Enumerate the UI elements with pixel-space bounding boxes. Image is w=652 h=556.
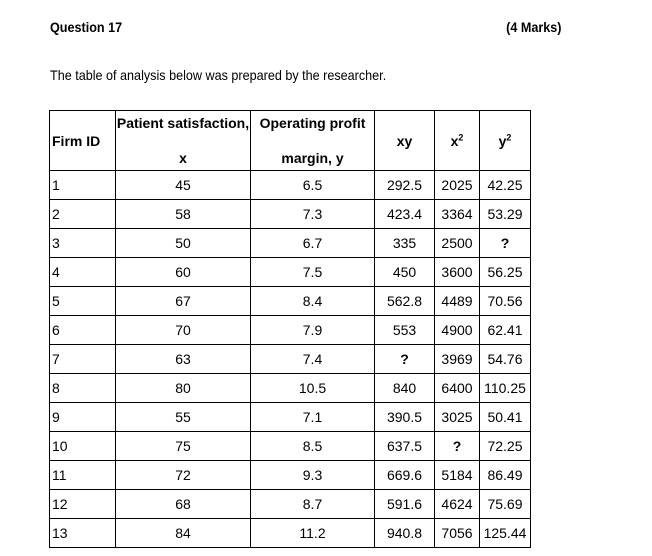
table-row — [50, 287, 531, 316]
cell-firm-id: 13 — [50, 519, 116, 548]
cell-y-squared: 70.56 — [480, 287, 531, 316]
cell-x: 72 — [116, 461, 251, 490]
cell-x-squared: 3969 — [435, 345, 480, 374]
cell-x: 55 — [116, 403, 251, 432]
cell-x: 80 — [116, 374, 251, 403]
header-y-line1: Operating profit — [259, 115, 366, 131]
cell-x-squared: 4624 — [435, 490, 480, 519]
header-x2-exponent: 2 — [458, 131, 464, 142]
table-row — [50, 461, 531, 490]
cell-y-squared: 42.25 — [480, 171, 531, 200]
header-y2-exponent: 2 — [506, 131, 512, 142]
cell-y: 7.5 — [251, 258, 375, 287]
question-intro: The table of analysis below was prepared by the researcher. — [50, 67, 387, 83]
cell-y: 8.4 — [251, 287, 375, 316]
cell-xy: 940.8 — [375, 519, 435, 548]
header-x-squared — [435, 111, 480, 171]
cell-firm-id: 6 — [50, 316, 116, 345]
cell-x: 67 — [116, 287, 251, 316]
header-y-squared — [480, 111, 531, 171]
cell-y: 7.9 — [251, 316, 375, 345]
table-row — [50, 519, 531, 548]
cell-y-squared: 54.76 — [480, 345, 531, 374]
table-row — [50, 171, 531, 200]
analysis-table — [49, 110, 531, 548]
cell-firm-id: 11 — [50, 461, 116, 490]
table-row — [50, 316, 531, 345]
cell-xy: 292.5 — [375, 171, 435, 200]
cell-y-squared: 86.49 — [480, 461, 531, 490]
cell-xy: 562.8 — [375, 287, 435, 316]
table-header-row — [50, 111, 531, 171]
table-row — [50, 374, 531, 403]
cell-x-squared: 5184 — [435, 461, 480, 490]
cell-y-squared: 75.69 — [480, 490, 531, 519]
cell-x: 45 — [116, 171, 251, 200]
cell-x-squared: 6400 — [435, 374, 480, 403]
cell-xy: 423.4 — [375, 200, 435, 229]
header-patient-satisfaction — [116, 111, 251, 171]
cell-x-squared: 3364 — [435, 200, 480, 229]
cell-x-squared: 3025 — [435, 403, 480, 432]
cell-firm-id: 8 — [50, 374, 116, 403]
cell-y: 9.3 — [251, 461, 375, 490]
header-y2-base: y — [498, 132, 507, 149]
cell-x-squared: ? — [435, 432, 480, 461]
header-firm-id — [50, 111, 116, 171]
cell-x: 68 — [116, 490, 251, 519]
cell-firm-id: 1 — [50, 171, 116, 200]
cell-x-squared: 3600 — [435, 258, 480, 287]
cell-firm-id: 7 — [50, 345, 116, 374]
cell-firm-id: 10 — [50, 432, 116, 461]
header-firm-id-label: Firm ID — [52, 132, 101, 149]
cell-xy: 637.5 — [375, 432, 435, 461]
cell-firm-id: 3 — [50, 229, 116, 258]
cell-x-squared: 2025 — [435, 171, 480, 200]
table-row — [50, 432, 531, 461]
cell-xy: ? — [375, 345, 435, 374]
cell-firm-id: 9 — [50, 403, 116, 432]
cell-firm-id: 5 — [50, 287, 116, 316]
cell-y-squared: 50.41 — [480, 403, 531, 432]
cell-x: 84 — [116, 519, 251, 548]
table-row — [50, 403, 531, 432]
cell-x-squared: 4489 — [435, 287, 480, 316]
table-row — [50, 345, 531, 374]
header-operating-profit — [251, 111, 375, 171]
table-body — [50, 171, 531, 548]
cell-xy: 840 — [375, 374, 435, 403]
question-title: Question 17 — [50, 19, 123, 35]
cell-y-squared: 110.25 — [480, 374, 531, 403]
table-row — [50, 258, 531, 287]
header-x2-base: x — [450, 132, 459, 149]
table-row — [50, 200, 531, 229]
cell-y: 6.5 — [251, 171, 375, 200]
cell-xy: 669.6 — [375, 461, 435, 490]
cell-x: 70 — [116, 316, 251, 345]
cell-x: 60 — [116, 258, 251, 287]
cell-y-squared: 56.25 — [480, 258, 531, 287]
cell-x: 63 — [116, 345, 251, 374]
cell-y: 7.4 — [251, 345, 375, 374]
header-y-line2: margin, y — [281, 150, 344, 166]
cell-xy: 591.6 — [375, 490, 435, 519]
header-xy — [375, 111, 435, 171]
cell-y: 8.7 — [251, 490, 375, 519]
table-row — [50, 490, 531, 519]
question-marks: (4 Marks) — [505, 19, 561, 35]
cell-y-squared: 125.44 — [480, 519, 531, 548]
cell-x: 50 — [116, 229, 251, 258]
cell-x: 58 — [116, 200, 251, 229]
cell-y-squared: 53.29 — [480, 200, 531, 229]
cell-x-squared: 4900 — [435, 316, 480, 345]
cell-xy: 335 — [375, 229, 435, 258]
cell-xy: 390.5 — [375, 403, 435, 432]
cell-y: 10.5 — [251, 374, 375, 403]
cell-y-squared: 62.41 — [480, 316, 531, 345]
cell-y: 6.7 — [251, 229, 375, 258]
header-x-line1: Patient satisfaction, — [116, 115, 250, 131]
cell-x: 75 — [116, 432, 251, 461]
cell-xy: 450 — [375, 258, 435, 287]
cell-y: 11.2 — [251, 519, 375, 548]
cell-x-squared: 2500 — [435, 229, 480, 258]
cell-firm-id: 4 — [50, 258, 116, 287]
cell-xy: 553 — [375, 316, 435, 345]
cell-firm-id: 12 — [50, 490, 116, 519]
cell-firm-id: 2 — [50, 200, 116, 229]
header-xy-label: xy — [396, 132, 413, 149]
cell-y: 8.5 — [251, 432, 375, 461]
table-row — [50, 229, 531, 258]
header-x-line2: x — [179, 150, 187, 166]
cell-y: 7.1 — [251, 403, 375, 432]
cell-y-squared: 72.25 — [480, 432, 531, 461]
cell-y: 7.3 — [251, 200, 375, 229]
cell-y-squared: ? — [480, 229, 531, 258]
cell-x-squared: 7056 — [435, 519, 480, 548]
